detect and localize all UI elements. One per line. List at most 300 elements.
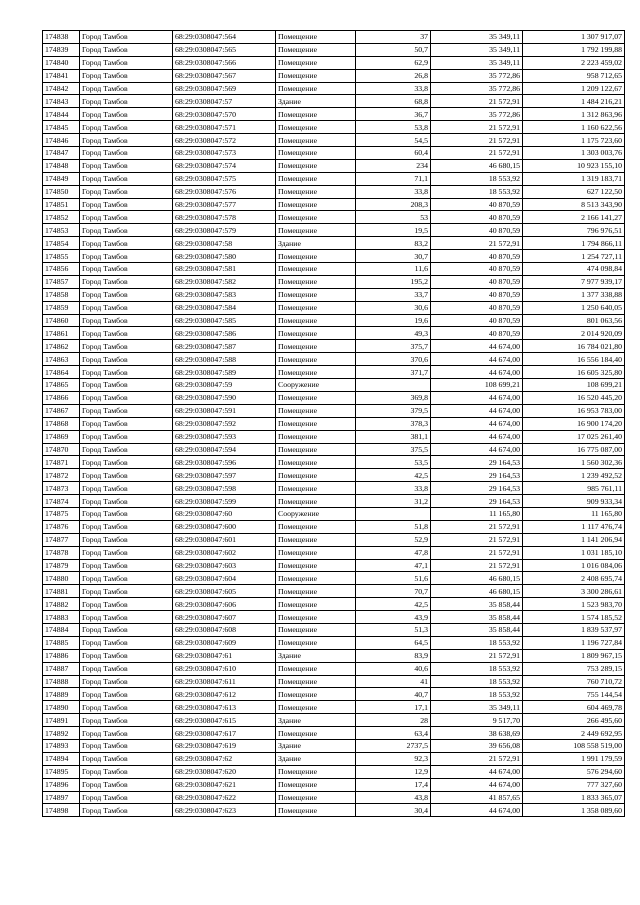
area-cell: 42,5	[356, 469, 431, 482]
table-row	[43, 688, 625, 701]
specific-value-cell: 18 553,92	[431, 662, 523, 675]
area-cell: 53	[356, 211, 431, 224]
object-type-cell: Помещение	[276, 598, 356, 611]
cadastral-value-cell: 3 300 286,61	[523, 585, 625, 598]
cadastral-number-cell: 68:29:0308047:606	[173, 598, 276, 611]
row-number-cell: 174862	[43, 340, 80, 353]
row-number-cell: 174851	[43, 198, 80, 211]
specific-value-cell: 35 772,86	[431, 82, 523, 95]
cadastral-value-cell: 16 605 325,80	[523, 366, 625, 379]
table-row	[43, 250, 625, 263]
row-number-cell: 174870	[43, 443, 80, 456]
object-type-cell: Помещение	[276, 198, 356, 211]
specific-value-cell: 21 572,91	[431, 546, 523, 559]
cadastral-value-cell: 1 209 122,67	[523, 82, 625, 95]
locality-cell: Город Тамбов	[80, 224, 173, 237]
cadastral-value-cell: 11 165,80	[523, 507, 625, 520]
row-number-cell: 174865	[43, 379, 80, 392]
cadastral-number-cell: 68:29:0308047:600	[173, 520, 276, 533]
cadastral-value-table-page	[42, 30, 624, 817]
locality-cell: Город Тамбов	[80, 43, 173, 56]
row-number-cell: 174898	[43, 804, 80, 817]
object-type-cell: Здание	[276, 752, 356, 765]
locality-cell: Город Тамбов	[80, 688, 173, 701]
cadastral-value-cell: 627 122,50	[523, 185, 625, 198]
cadastral-number-cell: 68:29:0308047:572	[173, 134, 276, 147]
row-number-cell: 174840	[43, 56, 80, 69]
specific-value-cell: 40 870,59	[431, 327, 523, 340]
cadastral-number-cell: 68:29:0308047:565	[173, 43, 276, 56]
cadastral-number-cell: 68:29:0308047:62	[173, 752, 276, 765]
object-type-cell: Помещение	[276, 31, 356, 44]
area-cell: 2737,5	[356, 739, 431, 752]
table-row	[43, 778, 625, 791]
row-number-cell: 174850	[43, 185, 80, 198]
locality-cell: Город Тамбов	[80, 456, 173, 469]
row-number-cell: 174845	[43, 121, 80, 134]
specific-value-cell: 21 572,91	[431, 752, 523, 765]
table-row	[43, 559, 625, 572]
object-type-cell: Помещение	[276, 456, 356, 469]
row-number-cell: 174849	[43, 172, 80, 185]
cadastral-value-cell: 1 303 003,76	[523, 147, 625, 160]
cadastral-value-cell: 2 014 920,09	[523, 327, 625, 340]
locality-cell: Город Тамбов	[80, 391, 173, 404]
row-number-cell: 174847	[43, 147, 80, 160]
table-row	[43, 752, 625, 765]
cadastral-number-cell: 68:29:0308047:615	[173, 714, 276, 727]
cadastral-number-cell: 68:29:0308047:608	[173, 623, 276, 636]
locality-cell: Город Тамбов	[80, 288, 173, 301]
area-cell: 68,8	[356, 95, 431, 108]
cadastral-number-cell: 68:29:0308047:581	[173, 263, 276, 276]
cadastral-value-cell: 1 239 492,52	[523, 469, 625, 482]
row-number-cell: 174856	[43, 263, 80, 276]
specific-value-cell: 35 858,44	[431, 623, 523, 636]
cadastral-number-cell: 68:29:0308047:57	[173, 95, 276, 108]
locality-cell: Город Тамбов	[80, 598, 173, 611]
area-cell: 49,3	[356, 327, 431, 340]
table-row	[43, 482, 625, 495]
specific-value-cell: 9 517,70	[431, 714, 523, 727]
area-cell: 375,7	[356, 340, 431, 353]
specific-value-cell: 40 870,59	[431, 198, 523, 211]
object-type-cell: Помещение	[276, 611, 356, 624]
area-cell: 30,4	[356, 804, 431, 817]
locality-cell: Город Тамбов	[80, 185, 173, 198]
specific-value-cell: 11 165,80	[431, 507, 523, 520]
locality-cell: Город Тамбов	[80, 404, 173, 417]
row-number-cell: 174868	[43, 417, 80, 430]
table-row	[43, 507, 625, 520]
cadastral-value-cell: 958 712,65	[523, 69, 625, 82]
table-row	[43, 159, 625, 172]
cadastral-number-cell: 68:29:0308047:570	[173, 108, 276, 121]
locality-cell: Город Тамбов	[80, 314, 173, 327]
specific-value-cell: 21 572,91	[431, 237, 523, 250]
table-row	[43, 636, 625, 649]
cadastral-number-cell: 68:29:0308047:597	[173, 469, 276, 482]
row-number-cell: 174892	[43, 727, 80, 740]
locality-cell: Город Тамбов	[80, 69, 173, 82]
table-row	[43, 108, 625, 121]
object-type-cell: Здание	[276, 95, 356, 108]
object-type-cell: Помещение	[276, 430, 356, 443]
area-cell: 36,7	[356, 108, 431, 121]
specific-value-cell: 21 572,91	[431, 121, 523, 134]
table-row	[43, 623, 625, 636]
cadastral-value-cell: 1 809 967,15	[523, 649, 625, 662]
specific-value-cell: 35 772,86	[431, 69, 523, 82]
area-cell: 54,5	[356, 134, 431, 147]
area-cell: 19,6	[356, 314, 431, 327]
object-type-cell: Помещение	[276, 688, 356, 701]
table-row	[43, 198, 625, 211]
cadastral-number-cell: 68:29:0308047:61	[173, 649, 276, 662]
area-cell	[356, 379, 431, 392]
row-number-cell: 174887	[43, 662, 80, 675]
cadastral-value-cell: 16 556 184,40	[523, 353, 625, 366]
table-row	[43, 147, 625, 160]
area-cell: 208,3	[356, 198, 431, 211]
area-cell: 31,2	[356, 495, 431, 508]
locality-cell: Город Тамбов	[80, 675, 173, 688]
object-type-cell: Помещение	[276, 56, 356, 69]
row-number-cell: 174876	[43, 520, 80, 533]
locality-cell: Город Тамбов	[80, 585, 173, 598]
cadastral-number-cell: 68:29:0308047:579	[173, 224, 276, 237]
object-type-cell: Помещение	[276, 533, 356, 546]
area-cell: 47,8	[356, 546, 431, 559]
object-type-cell: Помещение	[276, 623, 356, 636]
row-number-cell: 174854	[43, 237, 80, 250]
area-cell: 40,7	[356, 688, 431, 701]
area-cell: 379,5	[356, 404, 431, 417]
specific-value-cell: 44 674,00	[431, 340, 523, 353]
locality-cell: Город Тамбов	[80, 533, 173, 546]
locality-cell: Город Тамбов	[80, 417, 173, 430]
cadastral-value-cell: 16 953 783,00	[523, 404, 625, 417]
object-type-cell: Помещение	[276, 263, 356, 276]
specific-value-cell: 40 870,59	[431, 288, 523, 301]
specific-value-cell: 35 349,11	[431, 701, 523, 714]
row-number-cell: 174883	[43, 611, 80, 624]
table-row	[43, 56, 625, 69]
cadastral-number-cell: 68:29:0308047:610	[173, 662, 276, 675]
table-row	[43, 649, 625, 662]
locality-cell: Город Тамбов	[80, 275, 173, 288]
specific-value-cell: 46 680,15	[431, 572, 523, 585]
row-number-cell: 174860	[43, 314, 80, 327]
cadastral-value-cell: 753 289,15	[523, 662, 625, 675]
row-number-cell: 174857	[43, 275, 80, 288]
row-number-cell: 174843	[43, 95, 80, 108]
table-row	[43, 546, 625, 559]
object-type-cell: Помещение	[276, 327, 356, 340]
row-number-cell: 174886	[43, 649, 80, 662]
row-number-cell: 174875	[43, 507, 80, 520]
locality-cell: Город Тамбов	[80, 95, 173, 108]
table-row	[43, 121, 625, 134]
area-cell: 30,7	[356, 250, 431, 263]
cadastral-value-cell: 108 558 519,00	[523, 739, 625, 752]
cadastral-number-cell: 68:29:0308047:567	[173, 69, 276, 82]
row-number-cell: 174894	[43, 752, 80, 765]
area-cell: 33,8	[356, 185, 431, 198]
specific-value-cell: 18 553,92	[431, 688, 523, 701]
table-row	[43, 662, 625, 675]
locality-cell: Город Тамбов	[80, 778, 173, 791]
row-number-cell: 174861	[43, 327, 80, 340]
table-row	[43, 533, 625, 546]
area-cell: 370,6	[356, 353, 431, 366]
specific-value-cell: 21 572,91	[431, 649, 523, 662]
table-row	[43, 288, 625, 301]
specific-value-cell: 40 870,59	[431, 263, 523, 276]
locality-cell: Город Тамбов	[80, 752, 173, 765]
locality-cell: Город Тамбов	[80, 263, 173, 276]
cadastral-number-cell: 68:29:0308047:582	[173, 275, 276, 288]
area-cell: 47,1	[356, 559, 431, 572]
locality-cell: Город Тамбов	[80, 301, 173, 314]
locality-cell: Город Тамбов	[80, 327, 173, 340]
object-type-cell: Помещение	[276, 701, 356, 714]
object-type-cell: Помещение	[276, 443, 356, 456]
cadastral-value-cell: 1 307 917,07	[523, 31, 625, 44]
area-cell: 52,9	[356, 533, 431, 546]
object-type-cell: Помещение	[276, 482, 356, 495]
table-row	[43, 391, 625, 404]
row-number-cell: 174842	[43, 82, 80, 95]
object-type-cell: Помещение	[276, 791, 356, 804]
cadastral-value-cell: 266 495,60	[523, 714, 625, 727]
object-type-cell: Помещение	[276, 172, 356, 185]
cadastral-value-cell: 1 523 983,70	[523, 598, 625, 611]
area-cell: 375,5	[356, 443, 431, 456]
object-type-cell: Помещение	[276, 636, 356, 649]
specific-value-cell: 38 638,69	[431, 727, 523, 740]
row-number-cell: 174873	[43, 482, 80, 495]
area-cell: 33,7	[356, 288, 431, 301]
area-cell: 43,9	[356, 611, 431, 624]
table-body	[43, 31, 625, 817]
table-row	[43, 353, 625, 366]
locality-cell: Город Тамбов	[80, 662, 173, 675]
cadastral-value-cell: 1 833 365,07	[523, 791, 625, 804]
object-type-cell: Здание	[276, 739, 356, 752]
specific-value-cell: 44 674,00	[431, 804, 523, 817]
object-type-cell: Помещение	[276, 134, 356, 147]
cadastral-value-cell: 1 117 476,74	[523, 520, 625, 533]
cadastral-number-cell: 68:29:0308047:576	[173, 185, 276, 198]
locality-cell: Город Тамбов	[80, 739, 173, 752]
row-number-cell: 174882	[43, 598, 80, 611]
row-number-cell: 174893	[43, 739, 80, 752]
area-cell: 51,3	[356, 623, 431, 636]
table-row	[43, 443, 625, 456]
specific-value-cell: 40 870,59	[431, 301, 523, 314]
cadastral-number-cell: 68:29:0308047:569	[173, 82, 276, 95]
table-row	[43, 43, 625, 56]
object-type-cell: Помещение	[276, 417, 356, 430]
specific-value-cell: 40 870,59	[431, 275, 523, 288]
object-type-cell: Помещение	[276, 727, 356, 740]
table-row	[43, 611, 625, 624]
cadastral-number-cell: 68:29:0308047:593	[173, 430, 276, 443]
table-row	[43, 224, 625, 237]
area-cell: 40,6	[356, 662, 431, 675]
cadastral-number-cell: 68:29:0308047:583	[173, 288, 276, 301]
object-type-cell: Помещение	[276, 778, 356, 791]
cadastral-number-cell: 68:29:0308047:580	[173, 250, 276, 263]
object-type-cell: Помещение	[276, 121, 356, 134]
object-type-cell: Здание	[276, 237, 356, 250]
locality-cell: Город Тамбов	[80, 159, 173, 172]
cadastral-value-cell: 16 900 174,20	[523, 417, 625, 430]
specific-value-cell: 46 680,15	[431, 159, 523, 172]
cadastral-number-cell: 68:29:0308047:564	[173, 31, 276, 44]
row-number-cell: 174864	[43, 366, 80, 379]
specific-value-cell: 44 674,00	[431, 778, 523, 791]
area-cell: 53,5	[356, 456, 431, 469]
locality-cell: Город Тамбов	[80, 198, 173, 211]
area-cell	[356, 507, 431, 520]
area-cell: 71,1	[356, 172, 431, 185]
specific-value-cell: 35 772,86	[431, 108, 523, 121]
object-type-cell: Помещение	[276, 185, 356, 198]
cadastral-value-cell: 1 141 206,94	[523, 533, 625, 546]
row-number-cell: 174884	[43, 623, 80, 636]
cadastral-number-cell: 68:29:0308047:589	[173, 366, 276, 379]
row-number-cell: 174874	[43, 495, 80, 508]
row-number-cell: 174878	[43, 546, 80, 559]
table-row	[43, 456, 625, 469]
table-row	[43, 211, 625, 224]
cadastral-number-cell: 68:29:0308047:617	[173, 727, 276, 740]
cadastral-number-cell: 68:29:0308047:573	[173, 147, 276, 160]
area-cell: 28	[356, 714, 431, 727]
cadastral-number-cell: 68:29:0308047:605	[173, 585, 276, 598]
locality-cell: Город Тамбов	[80, 237, 173, 250]
row-number-cell: 174889	[43, 688, 80, 701]
cadastral-value-cell: 2 408 695,74	[523, 572, 625, 585]
cadastral-value-cell: 2 449 692,95	[523, 727, 625, 740]
row-number-cell: 174880	[43, 572, 80, 585]
specific-value-cell: 46 680,15	[431, 585, 523, 598]
specific-value-cell: 21 572,91	[431, 134, 523, 147]
specific-value-cell: 40 870,59	[431, 211, 523, 224]
locality-cell: Город Тамбов	[80, 636, 173, 649]
locality-cell: Город Тамбов	[80, 443, 173, 456]
specific-value-cell: 29 164,53	[431, 456, 523, 469]
cadastral-value-cell: 108 699,21	[523, 379, 625, 392]
table-row	[43, 598, 625, 611]
specific-value-cell: 18 553,92	[431, 172, 523, 185]
object-type-cell: Здание	[276, 649, 356, 662]
cadastral-value-cell: 1 377 338,88	[523, 288, 625, 301]
locality-cell: Город Тамбов	[80, 56, 173, 69]
area-cell: 17,4	[356, 778, 431, 791]
locality-cell: Город Тамбов	[80, 495, 173, 508]
row-number-cell: 174872	[43, 469, 80, 482]
cadastral-value-cell: 1 175 723,60	[523, 134, 625, 147]
specific-value-cell: 41 857,65	[431, 791, 523, 804]
cadastral-number-cell: 68:29:0308047:587	[173, 340, 276, 353]
specific-value-cell: 18 553,92	[431, 185, 523, 198]
locality-cell: Город Тамбов	[80, 469, 173, 482]
specific-value-cell: 35 349,11	[431, 56, 523, 69]
row-number-cell: 174885	[43, 636, 80, 649]
row-number-cell: 174881	[43, 585, 80, 598]
cadastral-number-cell: 68:29:0308047:577	[173, 198, 276, 211]
cadastral-number-cell: 68:29:0308047:607	[173, 611, 276, 624]
locality-cell: Город Тамбов	[80, 649, 173, 662]
cadastral-value-cell: 2 166 141,27	[523, 211, 625, 224]
row-number-cell: 174846	[43, 134, 80, 147]
table-row	[43, 469, 625, 482]
table-row	[43, 275, 625, 288]
object-type-cell: Помещение	[276, 546, 356, 559]
object-type-cell: Помещение	[276, 765, 356, 778]
table-row	[43, 765, 625, 778]
table-row	[43, 301, 625, 314]
cadastral-number-cell: 68:29:0308047:574	[173, 159, 276, 172]
object-type-cell: Помещение	[276, 469, 356, 482]
table-row	[43, 804, 625, 817]
area-cell: 11,6	[356, 263, 431, 276]
cadastral-number-cell: 68:29:0308047:596	[173, 456, 276, 469]
table-row	[43, 95, 625, 108]
cadastral-number-cell: 68:29:0308047:612	[173, 688, 276, 701]
row-number-cell: 174877	[43, 533, 80, 546]
cadastral-value-cell: 1 484 216,21	[523, 95, 625, 108]
cadastral-value-cell: 760 710,72	[523, 675, 625, 688]
table-row	[43, 31, 625, 44]
row-number-cell: 174839	[43, 43, 80, 56]
cadastral-value-cell: 801 063,56	[523, 314, 625, 327]
locality-cell: Город Тамбов	[80, 430, 173, 443]
object-type-cell: Помещение	[276, 675, 356, 688]
table-row	[43, 366, 625, 379]
area-cell: 51,6	[356, 572, 431, 585]
locality-cell: Город Тамбов	[80, 507, 173, 520]
cadastral-number-cell: 68:29:0308047:586	[173, 327, 276, 340]
area-cell: 51,8	[356, 520, 431, 533]
cadastral-number-cell: 68:29:0308047:622	[173, 791, 276, 804]
specific-value-cell: 40 870,59	[431, 314, 523, 327]
cadastral-value-cell: 985 761,11	[523, 482, 625, 495]
cadastral-value-cell: 1 160 622,56	[523, 121, 625, 134]
row-number-cell: 174890	[43, 701, 80, 714]
area-cell: 37	[356, 31, 431, 44]
locality-cell: Город Тамбов	[80, 340, 173, 353]
locality-cell: Город Тамбов	[80, 804, 173, 817]
row-number-cell: 174853	[43, 224, 80, 237]
cadastral-number-cell: 68:29:0308047:598	[173, 482, 276, 495]
specific-value-cell: 21 572,91	[431, 520, 523, 533]
cadastral-value-cell: 777 327,60	[523, 778, 625, 791]
object-type-cell: Сооружение	[276, 379, 356, 392]
cadastral-number-cell: 68:29:0308047:578	[173, 211, 276, 224]
object-type-cell: Помещение	[276, 211, 356, 224]
cadastral-number-cell: 68:29:0308047:575	[173, 172, 276, 185]
locality-cell: Город Тамбов	[80, 520, 173, 533]
specific-value-cell: 35 858,44	[431, 611, 523, 624]
table-row	[43, 134, 625, 147]
row-number-cell: 174838	[43, 31, 80, 44]
table-row	[43, 520, 625, 533]
cadastral-number-cell: 68:29:0308047:590	[173, 391, 276, 404]
